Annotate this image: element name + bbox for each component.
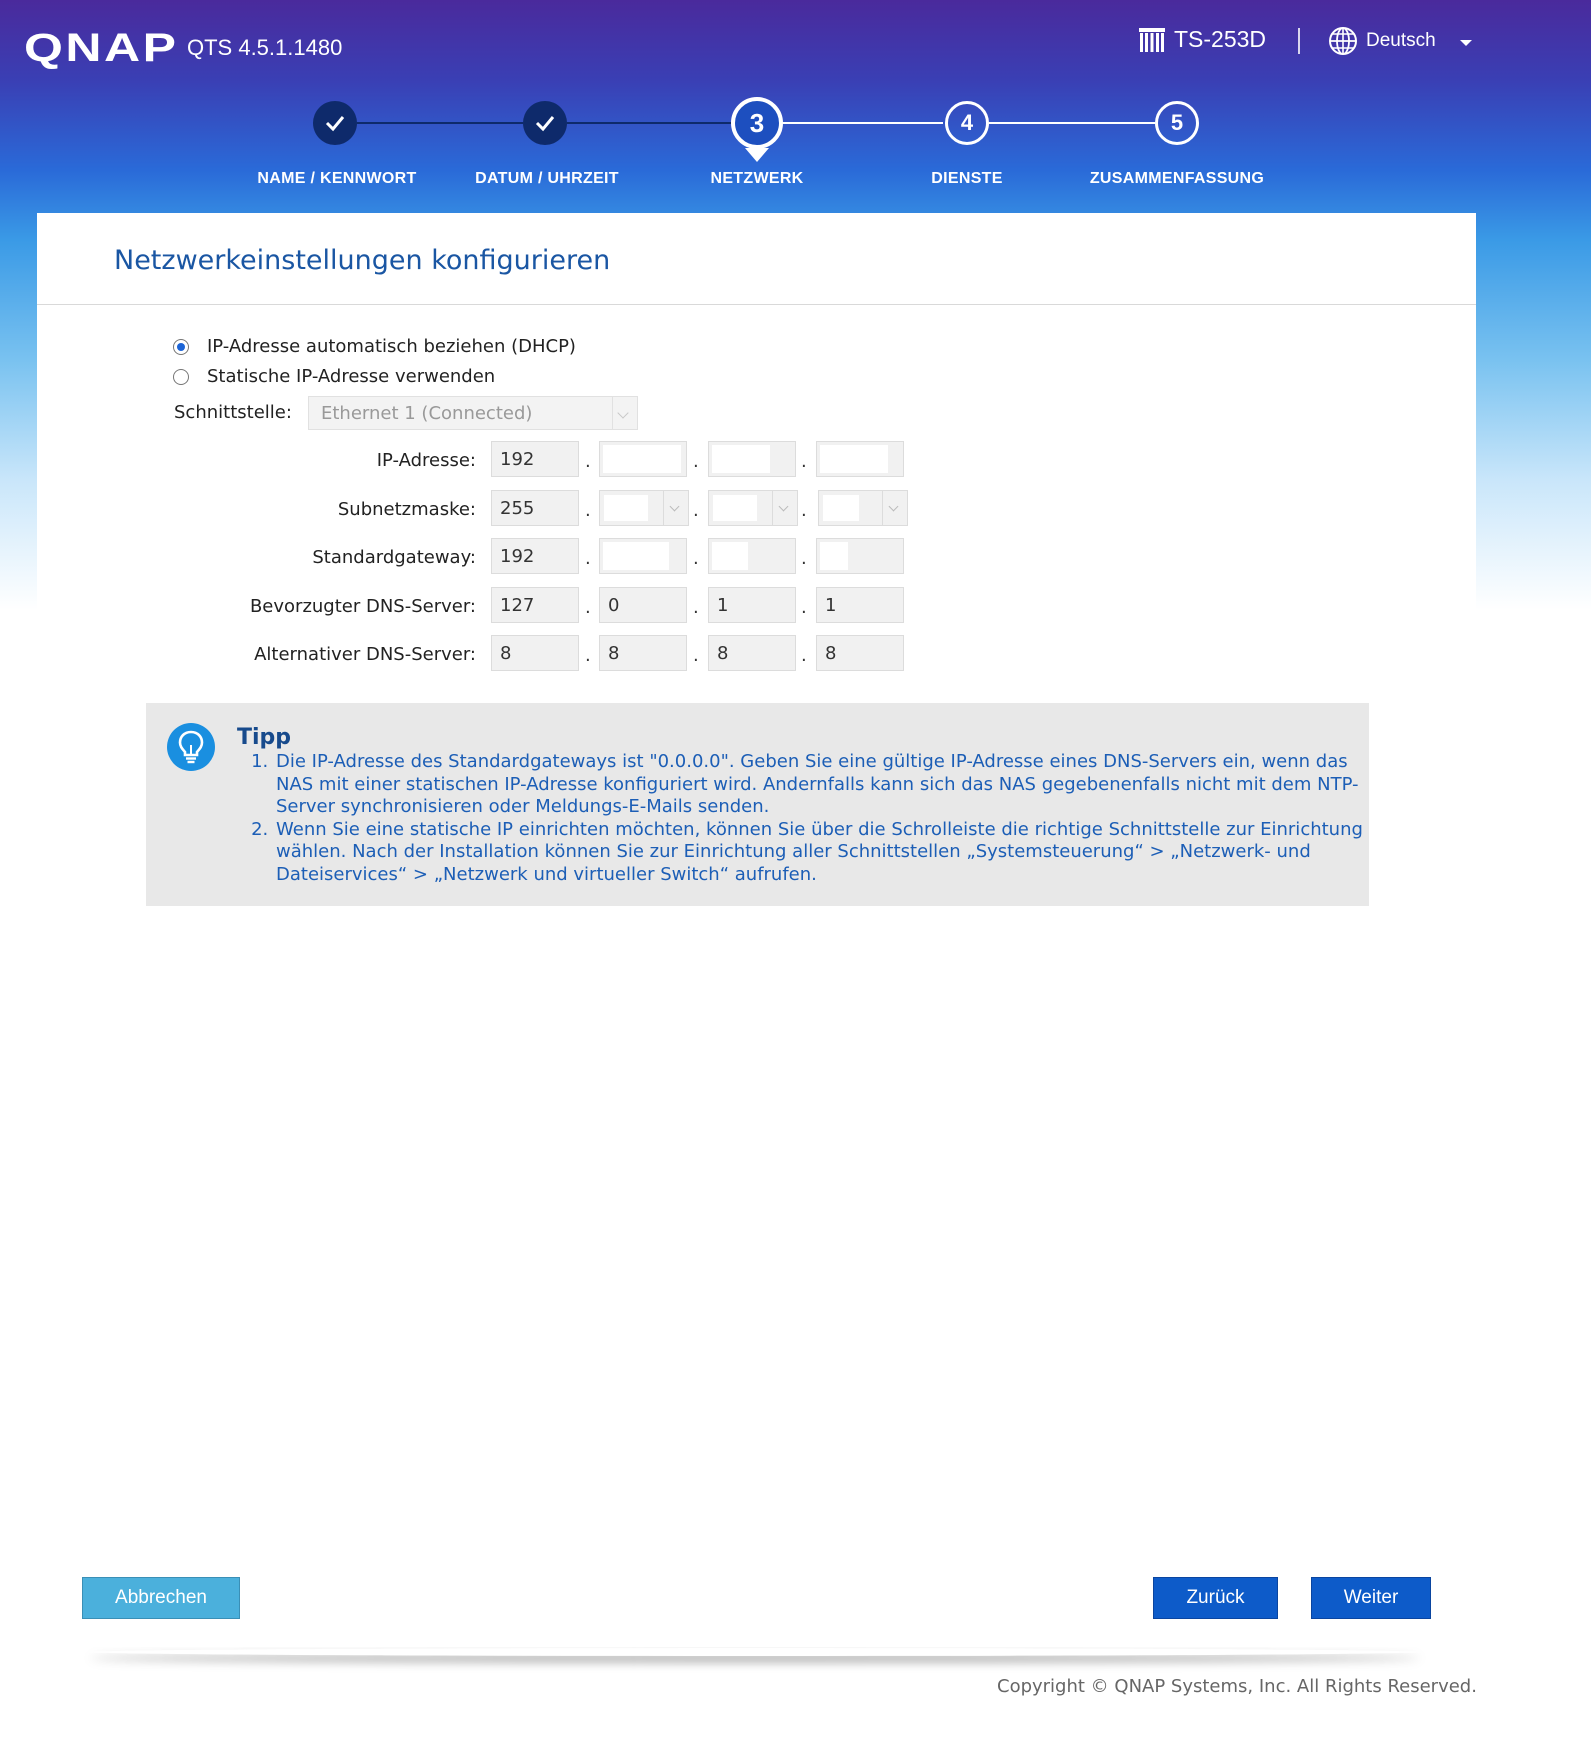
octet-separator: .: [693, 548, 699, 569]
panel-shadow: [90, 1648, 1420, 1656]
step-connector: [357, 122, 523, 124]
nas-device-icon: [1138, 27, 1166, 53]
dns2-octet-2-value: 8: [608, 642, 620, 664]
dns1-label: Bevorzugter DNS-Server:: [249, 596, 476, 617]
step-connector: [989, 122, 1155, 124]
step-2-label: DATUM / UHRZEIT: [475, 170, 619, 187]
redacted-mask: [823, 495, 859, 521]
ip-octet-1-value: 192: [500, 448, 535, 470]
redacted-mask: [712, 542, 748, 570]
subnet-octet-3-select[interactable]: [708, 490, 798, 526]
ip-octet-1[interactable]: [491, 441, 579, 477]
octet-separator: .: [693, 500, 699, 521]
redacted-mask: [820, 542, 848, 570]
octet-separator: .: [585, 500, 591, 521]
firmware-version: QTS 4.5.1.1480: [187, 35, 343, 60]
device-name: [1138, 26, 1266, 53]
step-1-label: NAME / KENNWORT: [257, 170, 417, 187]
dns2-octet-1-value: 8: [500, 642, 512, 664]
octet-separator: .: [801, 597, 807, 618]
interface-select-value: Ethernet 1 (Connected): [321, 402, 533, 424]
check-icon: [534, 114, 556, 132]
ip-address-label: IP-Adresse:: [376, 450, 476, 471]
step-3-label: NETZWERK: [710, 170, 804, 187]
dns1-octet-4[interactable]: [816, 587, 904, 623]
gateway-octet-4[interactable]: [816, 538, 904, 574]
subnet-octet-4-select[interactable]: [818, 490, 908, 526]
next-button[interactable]: Weiter: [1311, 1577, 1431, 1619]
redacted-mask: [603, 542, 669, 570]
subnet-octet-2-select[interactable]: [599, 490, 689, 526]
chevron-down-icon: [882, 491, 907, 525]
step-5-circle: 5: [1155, 101, 1199, 145]
gateway-octet-1-value: 192: [500, 545, 535, 567]
ip-octet-4[interactable]: [816, 441, 904, 477]
dns2-octet-4[interactable]: [816, 635, 904, 671]
dns1-octet-2[interactable]: [599, 587, 687, 623]
octet-separator: .: [585, 597, 591, 618]
step-2-circle: [523, 101, 567, 145]
octet-separator: .: [693, 645, 699, 666]
gateway-octet-2[interactable]: [599, 538, 687, 574]
interface-label: Schnittstelle:: [174, 402, 292, 423]
step-5-label: ZUSAMMENFASSUNG: [1089, 170, 1265, 187]
cancel-button[interactable]: Abbrechen: [82, 1577, 240, 1619]
ip-octet-3[interactable]: [708, 441, 796, 477]
dns2-octet-4-value: 8: [825, 642, 837, 664]
redacted-mask: [603, 445, 681, 473]
ip-octet-2[interactable]: [599, 441, 687, 477]
redacted-mask: [604, 495, 648, 521]
octet-separator: .: [693, 451, 699, 472]
dns1-octet-3-value: 1: [717, 594, 729, 616]
step-connector: [567, 122, 733, 124]
dns1-octet-4-value: 1: [825, 594, 837, 616]
header-divider: [1298, 28, 1300, 54]
dns2-label: Alternativer DNS-Server:: [254, 644, 476, 665]
dns2-octet-3-value: 8: [717, 642, 729, 664]
octet-separator: .: [801, 645, 807, 666]
radio-static-label: Statische IP-Adresse verwenden: [207, 366, 496, 387]
qnap-logo: QNAP: [24, 26, 179, 70]
octet-separator: .: [801, 500, 807, 521]
page-title: Netzwerkeinstellungen konfigurieren: [114, 245, 611, 276]
step-3-circle: 3: [731, 97, 783, 149]
radio-dhcp-option[interactable]: [173, 336, 576, 357]
chevron-down-icon: [663, 491, 688, 525]
language-label: Deutsch: [1366, 30, 1436, 51]
tip-title: Tipp: [237, 725, 292, 750]
gateway-octet-3[interactable]: [708, 538, 796, 574]
radio-selected-dot: [177, 343, 185, 351]
copyright-text: Copyright © QNAP Systems, Inc. All Rights Reserved.: [997, 1676, 1477, 1697]
radio-dhcp-label: IP-Adresse automatisch beziehen (DHCP): [207, 336, 576, 357]
gateway-octet-1[interactable]: [491, 538, 579, 574]
dns1-octet-2-value: 0: [608, 594, 620, 616]
redacted-mask: [713, 495, 757, 521]
radio-static[interactable]: [173, 369, 189, 385]
chevron-down-icon: [772, 491, 797, 525]
interface-select[interactable]: [308, 396, 638, 430]
chevron-down-icon: [612, 397, 637, 429]
octet-separator: .: [801, 451, 807, 472]
back-button[interactable]: Zurück: [1153, 1577, 1278, 1619]
redacted-mask: [820, 445, 888, 473]
dns2-octet-1[interactable]: [491, 635, 579, 671]
dns1-octet-1[interactable]: [491, 587, 579, 623]
dns2-octet-3[interactable]: [708, 635, 796, 671]
tip-item-2: 2. Wenn Sie eine statische IP einrichten möchten, können Sie über die Schrolleiste die richtige Schnittstelle zur Einrichtung wählen. Nach der Installation können Sie zur Einrichtung aller Schnittstellen „Systemsteuerung“ > „Netzwerk- und Dateiservices“ > „Netzwerk und virtueller Switch“ aufrufen.: [274, 819, 1374, 887]
octet-separator: .: [585, 548, 591, 569]
device-model: TS-253D: [1174, 26, 1267, 52]
chevron-down-icon: [1460, 40, 1472, 46]
octet-separator: .: [585, 645, 591, 666]
octet-separator: .: [801, 548, 807, 569]
wizard-panel: [37, 213, 1476, 1647]
octet-separator: .: [693, 597, 699, 618]
radio-static-option[interactable]: [173, 366, 495, 387]
redacted-mask: [712, 445, 770, 473]
title-divider: [37, 304, 1476, 305]
subnet-mask-label: Subnetzmaske:: [337, 499, 476, 520]
step-connector: [781, 122, 943, 124]
tip-box: [146, 703, 1369, 906]
step-4-circle: 4: [945, 101, 989, 145]
subnet-octet-1-value: 255: [500, 497, 535, 519]
step-4-label: DIENSTE: [931, 170, 1003, 187]
language-selector[interactable]: [1328, 26, 1436, 56]
subnet-octet-1[interactable]: [491, 490, 579, 526]
dns1-octet-3[interactable]: [708, 587, 796, 623]
active-step-pointer: [745, 148, 769, 162]
tip-list: [237, 751, 1374, 886]
step-1-circle: [313, 101, 357, 145]
octet-separator: .: [585, 451, 591, 472]
dns1-octet-1-value: 127: [500, 594, 535, 616]
lightbulb-icon: [167, 723, 215, 771]
radio-dhcp[interactable]: [173, 339, 189, 355]
globe-icon: [1328, 26, 1358, 56]
gateway-label: Standardgateway:: [312, 547, 476, 568]
check-icon: [324, 114, 346, 132]
dns2-octet-2[interactable]: [599, 635, 687, 671]
tip-item-1: 1. Die IP-Adresse des Standardgateways ist "0.0.0.0". Geben Sie eine gültige IP-Adresse eines DNS-Servers ein, wenn das NAS mit einer statischen IP-Adresse konfiguriert wird. Andernfalls kann sich das NAS gegebenenfalls nicht mit dem NTP-Server synchronisieren oder Meldungs-E-Mails senden.: [274, 751, 1374, 819]
